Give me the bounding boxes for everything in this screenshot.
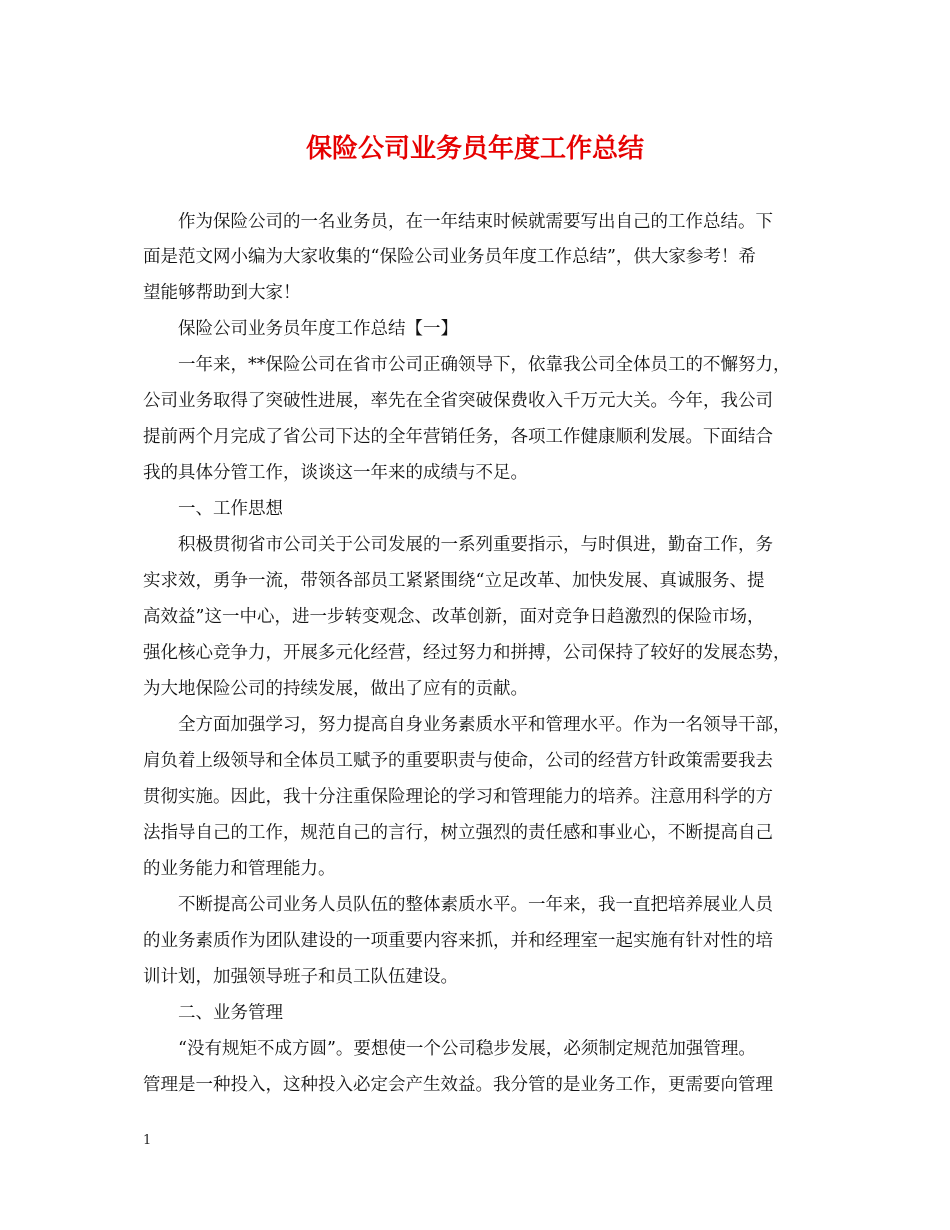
- paragraph-line: 训计划，加强领导班子和员工队伍建设。: [143, 967, 458, 987]
- paragraph-line: 的业务素质作为团队建设的一项重要内容来抓，并和经理室一起实施有针对性的培: [143, 931, 773, 951]
- paragraph-line: 一年来，**保险公司在省市公司正确领导下，依靠我公司全体员工的不懈努力，: [178, 355, 791, 375]
- paragraph-line: 实求效，勇争一流，带领各部员工紧紧围绕“立足改革、加快发展、真诚服务、提: [143, 571, 765, 591]
- paragraph-line: 全方面加强学习，努力提高自身业务素质水平和管理水平。作为一名领导干部，: [178, 715, 791, 735]
- section-heading: 保险公司业务员年度工作总结【一】: [178, 319, 458, 339]
- paragraph-line: 为大地保险公司的持续发展，做出了应有的贡献。: [143, 679, 528, 699]
- paragraph-line: 提前两个月完成了省公司下达的全年营销任务，各项工作健康顺利发展。下面结合: [143, 427, 773, 447]
- section-heading: 一、工作思想: [178, 499, 283, 519]
- paragraph-line: 法指导自己的工作，规范自己的言行，树立强烈的责任感和事业心，不断提高自己: [143, 823, 773, 843]
- paragraph-line: 积极贯彻省市公司关于公司发展的一系列重要指示，与时俱进，勤奋工作，务: [178, 535, 773, 555]
- paragraph-line: 的业务能力和管理能力。: [143, 859, 336, 879]
- paragraph-line: 高效益”这一中心，进一步转变观念、改革创新，面对竞争日趋激烈的保险市场，: [143, 607, 765, 627]
- paragraph-line: 肩负着上级领导和全体员工赋予的重要职责与使命，公司的经营方针政策需要我去: [143, 751, 773, 771]
- paragraph-line: 强化核心竞争力，开展多元化经营，经过努力和拼搏，公司保持了较好的发展态势，: [143, 643, 791, 663]
- paragraph-line: “没有规矩不成方圆”。要想使一个公司稳步发展，必须制定规范加强管理。: [178, 1039, 756, 1059]
- page-number: 1: [143, 1133, 152, 1148]
- paragraph-line: 我的具体分管工作，谈谈这一年来的成绩与不足。: [143, 463, 528, 483]
- paragraph-line: 公司业务取得了突破性进展，率先在全省突破保费收入千万元大关。今年，我公司: [143, 391, 773, 411]
- paragraph-line: 面是范文网小编为大家收集的“保险公司业务员年度工作总结”，供大家参考！希: [143, 247, 756, 267]
- paragraph-line: 望能够帮助到大家！: [143, 283, 301, 303]
- paragraph-line: 管理是一种投入，这种投入必定会产生效益。我分管的是业务工作，更需要向管理: [143, 1075, 773, 1095]
- document-title: 保险公司业务员年度工作总结: [305, 134, 644, 164]
- section-heading: 二、业务管理: [178, 1003, 283, 1023]
- paragraph-line: 作为保险公司的一名业务员，在一年结束时候就需要写出自己的工作总结。下: [178, 212, 773, 232]
- paragraph-line: 贯彻实施。因此，我十分注重保险理论的学习和管理能力的培养。注意用科学的方: [143, 787, 773, 807]
- paragraph-line: 不断提高公司业务人员队伍的整体素质水平。一年来，我一直把培养展业人员: [178, 895, 773, 915]
